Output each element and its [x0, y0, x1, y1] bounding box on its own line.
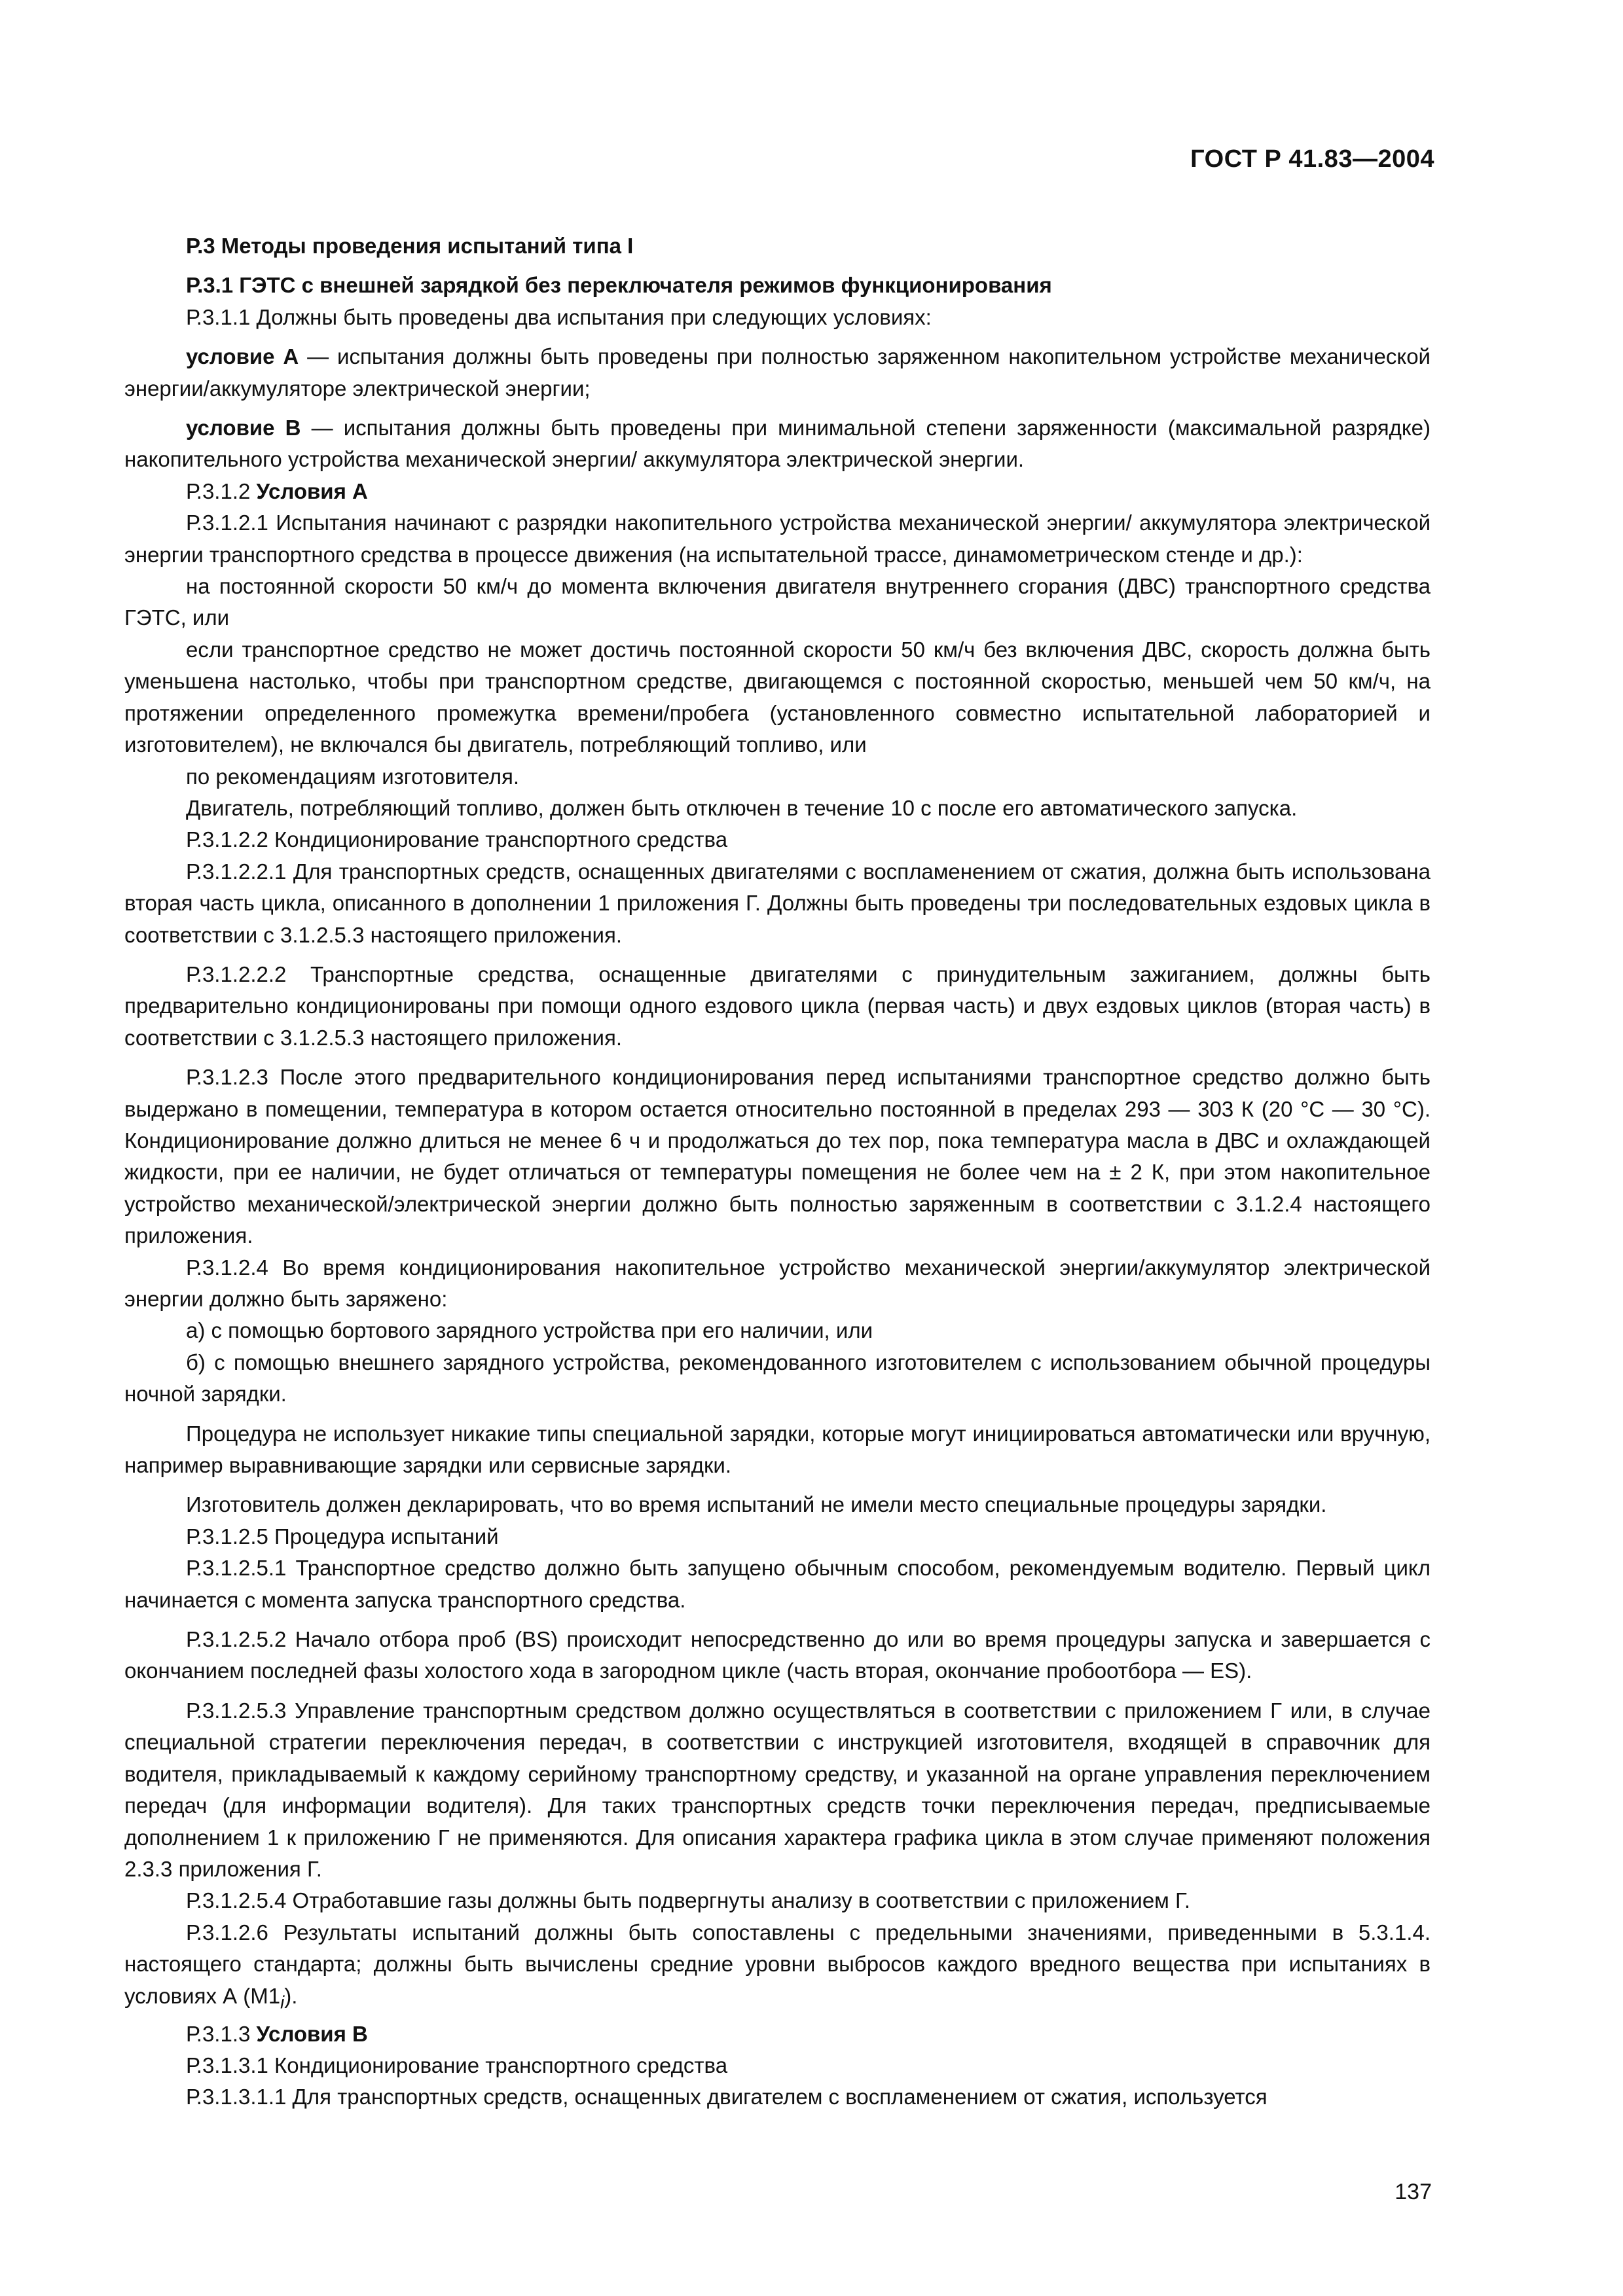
page-number: 137	[1395, 2179, 1432, 2204]
paragraph: Р.3.1.2.5 Процедура испытаний	[186, 1524, 499, 1549]
paragraph-text-end: ).	[284, 1983, 298, 2008]
standard-code: ГОСТ Р 41.83—2004	[1190, 145, 1434, 173]
paragraph	[124, 1917, 1431, 2018]
condition-b-label: условие В	[186, 416, 301, 440]
paragraph: Р.3.1.3.1.1 Для транспортных средств, оснащенных двигателем с воспламенением от сжатия, используется	[186, 2085, 1267, 2109]
paragraph: Р.3.1.2.5.4 Отработавшие газы должны быть подвергнуты анализу в соответствии с приложением Г.	[186, 1888, 1191, 1913]
condition-b	[124, 412, 1431, 476]
paragraph: Р.3.1.1 Должны быть проведены два испытания при следующих условиях:	[186, 304, 932, 329]
paragraph: Р.3.1.2.2.1 Для транспортных средств, оснащенных двигателями с воспламенением от сжатия, должна быть использована вторая часть цикла, описанного в дополнении 1 приложения Г. Должны быть проведены три последовательных ездовых цикла в соответствии с 3.1.2.5.3 настоящего приложения.	[124, 859, 1431, 947]
paragraph: Р.3.1.2.2 Кондиционирование транспортного средства	[186, 827, 728, 852]
condition-b-text: — испытания должны быть проведены при минимальной степени заряженности (максимальной разрядке) накопительного устройства механической энергии/ аккумулятора электрической энергии.	[124, 416, 1431, 472]
paragraph: Изготовитель должен декларировать, что во время испытаний не имели место специальные процедуры зарядки.	[186, 1492, 1327, 1517]
paragraph: Двигатель, потребляющий топливо, должен быть отключен в течение 10 с после его автоматического запуска.	[186, 795, 1298, 820]
paragraph: Р.3.1.2.3 После этого предварительного кондиционирования перед испытаниями транспортное средство должно быть выдержано в помещении, температура в котором остается относительно постоянной в пределах 293 — 303 К (20 °С — 30 °С). Кондиционирование должно длиться не менее 6 ч и продолжаться до тех пор, пока температура масла в ДВС и охлаждающей жидкости, при ее наличии, не будет отличаться от температуры помещения не более чем на ± 2 К, при этом накопительное устройство механической/электрической энергии должно быть полностью заряженным в соответствии с 3.1.2.4 настоящего приложения.	[124, 1065, 1431, 1248]
clause-heading	[124, 476, 1431, 507]
paragraph: на постоянной скорости 50 км/ч до момента включения двигателя внутреннего сгорания (ДВС) транспортного средства ГЭТС, или	[124, 574, 1431, 630]
clause-title: Условия А	[256, 478, 368, 503]
list-item: а) с помощью бортового зарядного устройства при его наличии, или	[186, 1318, 873, 1343]
paragraph: Р.3.1.2.5.2 Начало отбора проб (BS) происходит непосредственно до или во время процедуры запуска и завершается с окончанием последней фазы холостого хода в загородном цикле (часть вторая, окончание пробоотбора — ES).	[124, 1627, 1431, 1683]
subscript: i	[280, 1992, 285, 2013]
section-heading: Р.3 Методы проведения испытаний типа I	[186, 234, 634, 258]
paragraph: Р.3.1.2.1 Испытания начинают с разрядки накопительного устройства механической энергии/ аккумулятора электрической энергии транспортного средства в процессе движения (на испытательной трассе, динамометрическом стенде и др.):	[124, 511, 1431, 567]
condition-a	[124, 341, 1431, 404]
paragraph: Р.3.1.2.2.2 Транспортные средства, оснащенные двигателями с принудительным зажиганием, должны быть предварительно кондиционированы при помощи одного ездового цикла (первая часть) и двух ездовых циклов (вторая часть) в соответствии с 3.1.2.5.3 настоящего приложения.	[124, 961, 1431, 1050]
condition-a-label: условие А	[186, 344, 299, 369]
paragraph: Р.3.1.3.1 Кондиционирование транспортного средства	[186, 2053, 728, 2077]
paragraph: по рекомендациям изготовителя.	[186, 764, 520, 789]
clause-number: Р.3.1.2	[186, 478, 257, 503]
clause-title: Условия В	[256, 2021, 368, 2046]
paragraph: Р.3.1.2.5.3 Управление транспортным средством должно осуществляться в соответствии с приложением Г или, в случае специальной стратегии переключения передач, в соответствии с инструкцией изготовителя, входящей в справочник для водителя, прикладываемый к каждому серийному транспортному средству, и указанной на органе управления переключением передач (для информации водителя). Для таких транспортных средств точки переключения передач, предписываемые дополнением 1 к приложению Г не применяются. Для описания характера графика цикла в этом случае применяют положения 2.3.3 приложения Г.	[124, 1698, 1431, 1881]
paragraph: Процедура не использует никакие типы специальной зарядки, которые могут инициироваться автоматически или вручную, например выравнивающие зарядки или сервисные зарядки.	[124, 1421, 1431, 1478]
list-item: б) с помощью внешнего зарядного устройства, рекомендованного изготовителем с использованием обычной процедуры ночной зарядки.	[124, 1350, 1431, 1407]
document-body	[124, 230, 1431, 2113]
paragraph-text: Р.3.1.2.6 Результаты испытаний должны быть сопоставлены с предельными значениями, приведенными в 5.3.1.4. настоящего стандарта; должны быть вычислены средние уровни выбросов каждого вредного вещества при испытаниях в условиях А (М1	[124, 1920, 1431, 2008]
paragraph: Р.3.1.2.4 Во время кондиционирования накопительное устройство механической энергии/аккумулятор электрической энергии должно быть заряжено:	[124, 1255, 1431, 1311]
paragraph: Р.3.1.2.5.1 Транспортное средство должно быть запущено обычным способом, рекомендуемым водителю. Первый цикл начинается с момента запуска транспортного средства.	[124, 1556, 1431, 1612]
paragraph: если транспортное средство не может достичь постоянной скорости 50 км/ч без включения ДВС, скорость должна быть уменьшена настолько, чтобы при транспортном средстве, двигающемся с постоянной скоростью, меньшей чем 50 км/ч, на протяжении определенного промежутка времени/пробега (установленного совместно испытательной лабораторией и изготовителем), не включался бы двигатель, потребляющий топливо, или	[124, 637, 1431, 757]
clause-heading	[124, 2018, 1431, 2050]
condition-a-text: — испытания должны быть проведены при полностью заряженном накопительном устройстве механической энергии/аккумуляторе электрической энергии;	[124, 344, 1431, 401]
subsection-heading: Р.3.1 ГЭТС с внешней зарядкой без переключателя режимов функционирования	[186, 273, 1052, 298]
clause-number: Р.3.1.3	[186, 2021, 257, 2046]
